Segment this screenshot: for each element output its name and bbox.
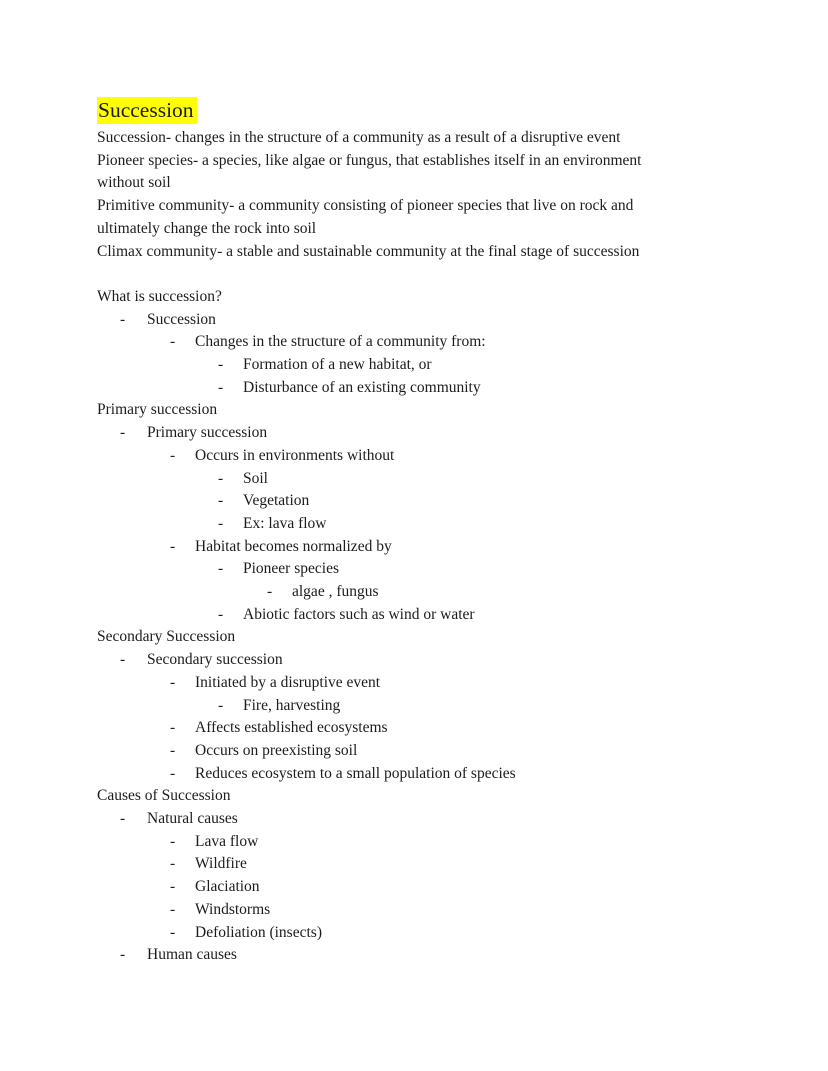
outline-item	[97, 922, 733, 945]
dash-bullet: -	[120, 424, 126, 442]
outline-item-text: Vegetation	[243, 492, 310, 510]
dash-bullet: -	[120, 310, 126, 328]
outline-item-text: Pioneer species	[243, 560, 339, 578]
dash-bullet: -	[120, 651, 126, 669]
outline-item-text: Ex: lava flow	[243, 514, 327, 532]
dash-bullet: -	[170, 832, 176, 850]
outline-item	[97, 672, 733, 695]
outline-item-text: Changes in the structure of a community from:	[195, 333, 486, 351]
outline-item-text: Soil	[243, 469, 268, 487]
outline-item	[97, 876, 733, 899]
outline-item	[97, 513, 733, 536]
outline-item	[97, 899, 733, 922]
outline-item	[97, 468, 733, 491]
dash-bullet: -	[120, 946, 126, 964]
definition-line: ultimately change the rock into soil	[97, 219, 317, 237]
page-title-highlighted-text: Succession	[97, 97, 197, 124]
outline-item	[97, 309, 733, 332]
dash-bullet: -	[267, 583, 273, 601]
outline-item	[97, 331, 733, 354]
definition-line: Climax community- a stable and sustainable community at the final stage of succession	[97, 242, 640, 260]
outline-item	[97, 286, 733, 309]
dash-bullet: -	[218, 560, 224, 578]
dash-bullet: -	[170, 855, 176, 873]
definition-line: Pioneer species- a species, like algae or fungus, that establishes itself in an environment	[97, 151, 642, 169]
outline-item	[97, 536, 733, 559]
outline-item-text: Primary succession	[147, 424, 268, 442]
outline-item-text: Lava flow	[195, 832, 259, 850]
outline-item-text: Human causes	[147, 946, 237, 964]
outline-item	[97, 354, 733, 377]
outline-item-text: Wildfire	[195, 855, 247, 873]
outline-item	[97, 604, 733, 627]
outline-item	[97, 490, 733, 513]
outline-item-text: Occurs on preexisting soil	[195, 741, 358, 759]
blank-line	[97, 263, 733, 286]
outline-item	[97, 649, 733, 672]
outline-item	[97, 740, 733, 763]
outline-item-text: Habitat becomes normalized by	[195, 537, 392, 555]
outline-list	[97, 286, 733, 967]
outline-item	[97, 785, 733, 808]
outline-item-text: algae , fungus	[292, 583, 379, 601]
dash-bullet: -	[170, 900, 176, 918]
outline-item	[97, 422, 733, 445]
dash-bullet: -	[170, 764, 176, 782]
outline-item	[97, 831, 733, 854]
dash-bullet: -	[170, 537, 176, 555]
dash-bullet: -	[218, 378, 224, 396]
outline-item-text: Defoliation (insects)	[195, 923, 322, 941]
outline-item-text: Formation of a new habitat, or	[243, 356, 432, 374]
definition-line: without soil	[97, 174, 171, 192]
outline-item-text: Abiotic factors such as wind or water	[243, 605, 475, 623]
outline-item	[97, 695, 733, 718]
outline-item-text: Affects established ecosystems	[195, 719, 388, 737]
dash-bullet: -	[170, 741, 176, 759]
outline-item-text: Glaciation	[195, 878, 260, 896]
outline-item	[97, 377, 733, 400]
outline-item	[97, 399, 733, 422]
dash-bullet: -	[218, 696, 224, 714]
outline-item-text: Succession	[147, 310, 216, 328]
document-content	[97, 95, 733, 967]
dash-bullet: -	[170, 719, 176, 737]
definition-line: Succession- changes in the structure of a community as a result of a disruptive event	[97, 129, 621, 146]
outline-item	[97, 944, 733, 967]
dash-bullet: -	[170, 333, 176, 351]
outline-item-text: Disturbance of an existing community	[243, 378, 481, 396]
outline-item	[97, 808, 733, 831]
outline-item	[97, 626, 733, 649]
outline-item-text: Initiated by a disruptive event	[195, 673, 381, 691]
outline-item	[97, 763, 733, 786]
outline-item-text: Reduces ecosystem to a small population of species	[195, 764, 516, 782]
outline-item-text: Windstorms	[195, 900, 271, 918]
dash-bullet: -	[170, 878, 176, 896]
definition-line: Primitive community- a community consisting of pioneer species that live on rock and	[97, 197, 634, 215]
dash-bullet: -	[218, 492, 224, 510]
outline-item-text: What is succession?	[97, 287, 222, 305]
outline-item	[97, 558, 733, 581]
dash-bullet: -	[218, 356, 224, 374]
page-title	[97, 95, 733, 125]
outline-item-text: Secondary succession	[147, 651, 283, 669]
outline-item-text: Occurs in environments without	[195, 446, 395, 464]
outline-item	[97, 853, 733, 876]
outline-item	[97, 581, 733, 604]
dash-bullet: -	[170, 923, 176, 941]
outline-item	[97, 445, 733, 468]
dash-bullet: -	[170, 673, 176, 691]
dash-bullet: -	[218, 514, 224, 532]
outline-item-text: Causes of Succession	[97, 787, 231, 805]
outline-item-text: Natural causes	[147, 810, 238, 828]
outline-item	[97, 717, 733, 740]
dash-bullet: -	[120, 810, 126, 828]
outline-item-text: Fire, harvesting	[243, 696, 341, 714]
outline-item-text: Secondary Succession	[97, 628, 236, 646]
dash-bullet: -	[218, 605, 224, 623]
intro-definitions	[97, 127, 733, 263]
dash-bullet: -	[170, 446, 176, 464]
outline-item-text: Primary succession	[97, 401, 218, 419]
dash-bullet: -	[218, 469, 224, 487]
